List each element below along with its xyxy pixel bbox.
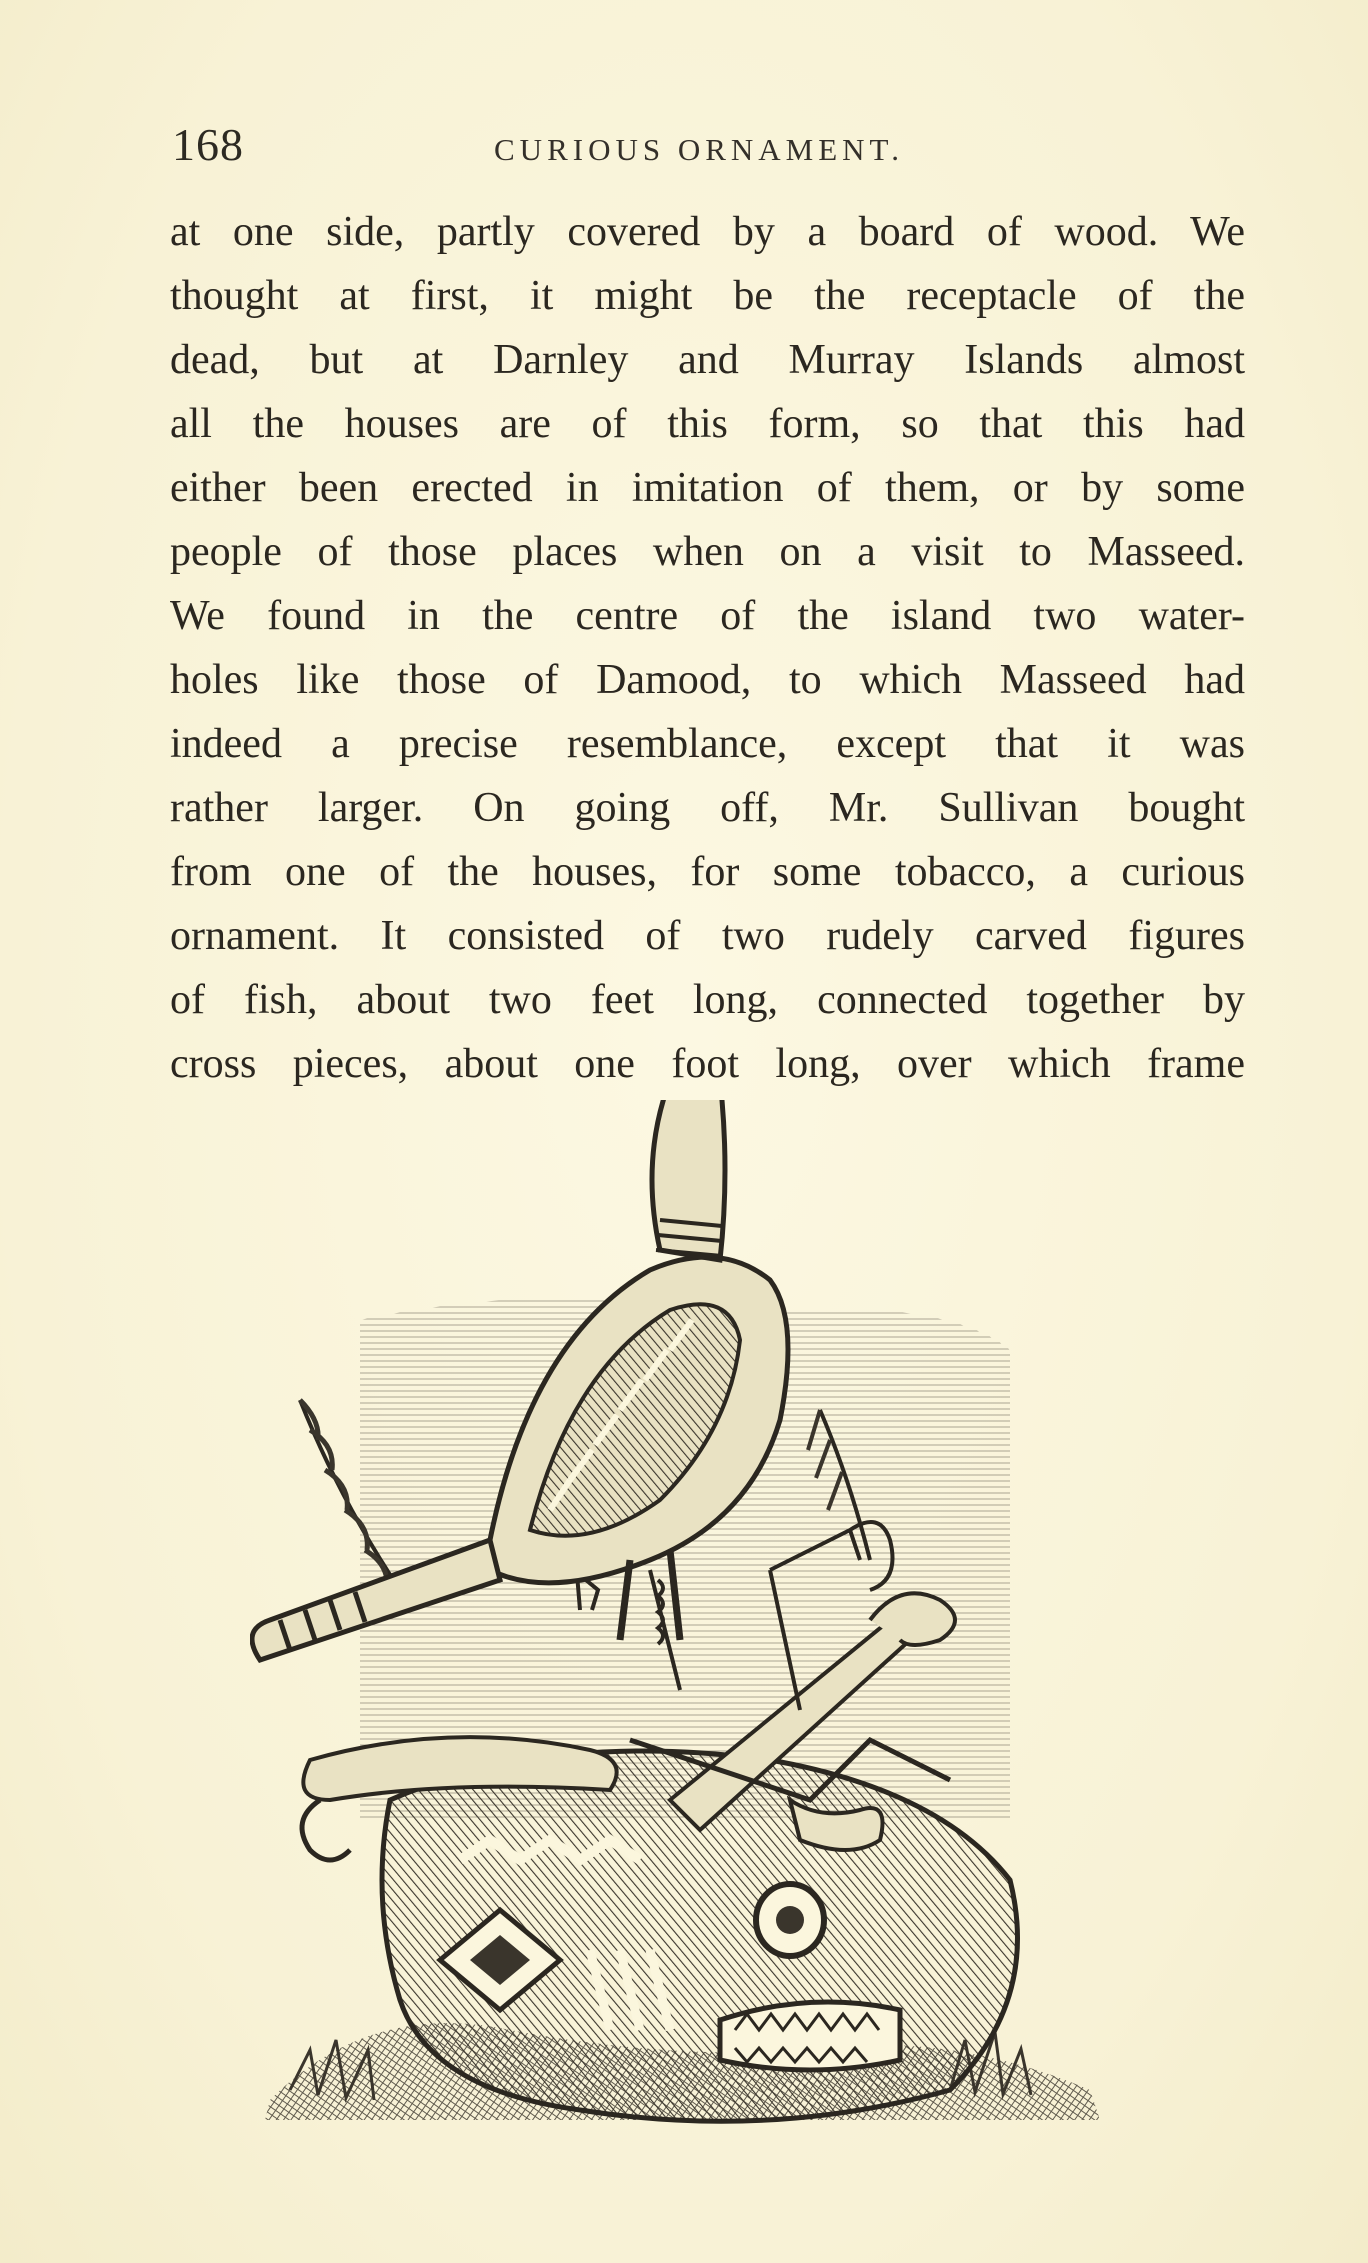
text-line: We found in the centre of the island two water-	[170, 593, 1245, 639]
text-line: cross pieces, about one foot long, over which frame	[170, 1041, 1245, 1087]
text-line: all the houses are of this form, so that this had	[170, 401, 1245, 447]
text-line: at one side, partly covered by a board of wood. We	[170, 209, 1245, 255]
text-line: of fish, about two feet long, connected together by	[170, 977, 1245, 1023]
running-title: CURIOUS ORNAMENT.	[494, 132, 904, 167]
carved-bird-mask-engraving-icon	[250, 1100, 1150, 2180]
text-line: rather larger. On going off, Mr. Sullivan bought	[170, 785, 1245, 831]
text-line: either been erected in imitation of them, or by some	[170, 465, 1245, 511]
text-line: indeed a precise resemblance, except that it was	[170, 721, 1245, 767]
page-number: 168	[172, 119, 244, 170]
text-line: ornament. It consisted of two rudely carved figures	[170, 913, 1245, 959]
text-line: thought at first, it might be the receptacle of the	[170, 273, 1245, 319]
text-line: dead, but at Darnley and Murray Islands almost	[170, 337, 1245, 383]
text-line: people of those places when on a visit to Masseed.	[170, 529, 1245, 575]
text-line: from one of the houses, for some tobacco, a curious	[170, 849, 1245, 895]
body-text	[170, 200, 1245, 1096]
text-line: holes like those of Damood, to which Masseed had	[170, 657, 1245, 703]
engraving-illustration	[250, 1100, 1150, 2180]
running-head	[172, 118, 1247, 178]
